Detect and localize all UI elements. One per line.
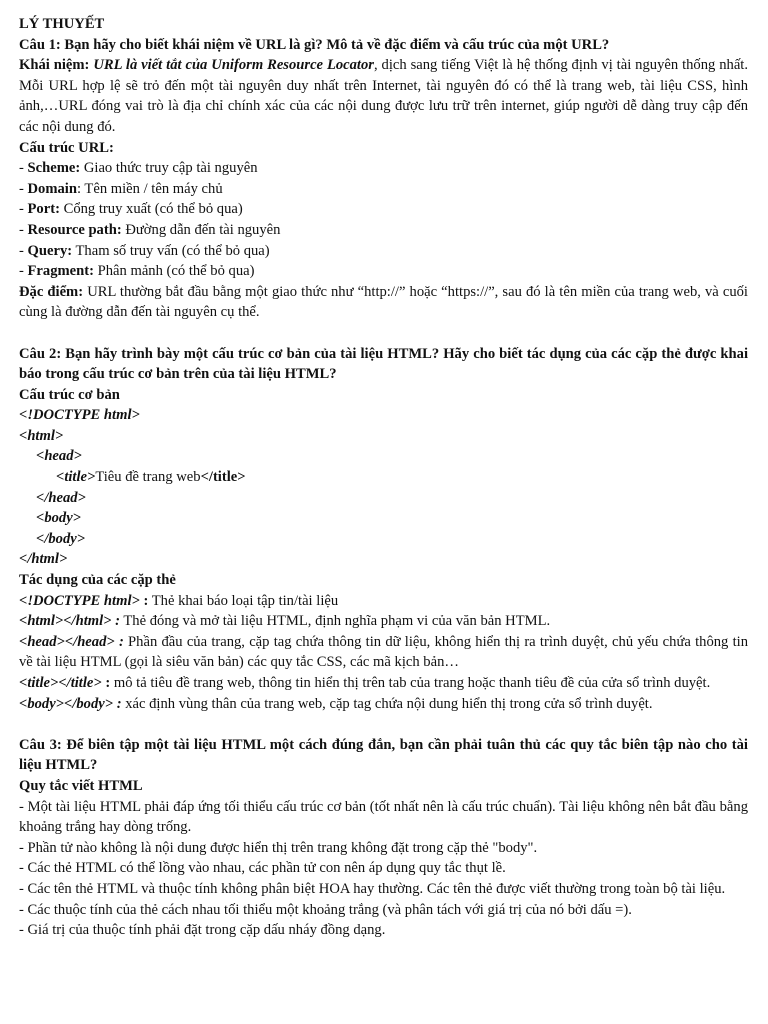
url-structure-item: - Port: Cổng truy xuất (có thể bỏ qua) xyxy=(19,201,243,218)
q1-feature-text: URL thường bắt đầu bằng một giao thức như “http://” hoặc “https://”, sau đó là tên miền của trang web, và cuối cùng là đường dẫn đến tài nguyên cụ thể. xyxy=(19,283,748,321)
q1-concept-label: Khái niệm: xyxy=(19,57,90,74)
rule-item: - Các tên thẻ HTML và thuộc tính không phân biệt HOA hay thường. Các tên thẻ được viết thường trong toàn bộ tài liệu. xyxy=(19,880,726,897)
spacer xyxy=(19,323,748,344)
url-structure-item: - Resource path: Đường dẫn đến tài nguyên xyxy=(19,221,281,238)
url-structure-item: - Scheme: Giao thức truy cập tài nguyên xyxy=(19,160,258,177)
rule-item: - Các thuộc tính của thẻ cách nhau tối thiểu một khoảng trắng (và phân tách với giá trị của nó bởi dấu =). xyxy=(19,901,632,918)
code-line-title: <title>Tiêu đề trang web</title> xyxy=(56,469,246,486)
tag-usage-item: <!DOCTYPE html> : Thẻ khai báo loại tập tin/tài liệu xyxy=(19,592,339,609)
q1-question: Câu 1: Bạn hãy cho biết khái niệm về URL là gì? Mô tả về đặc điểm và cấu trúc của một URL? xyxy=(19,36,610,53)
rule-item: - Một tài liệu HTML phải đáp ứng tối thiểu cấu trúc cơ bản (tốt nhất nên là cấu trúc chuẩn). Tài liệu không nên bắt đầu bằng khoảng trắng hay dòng trống. xyxy=(19,798,748,836)
q3-question: Câu 3: Để biên tập một tài liệu HTML một cách đúng đắn, bạn cần phải tuân thủ các quy tắc biên tập nào cho tài liệu HTML? xyxy=(19,736,748,774)
code-line-html-close: </html> xyxy=(19,551,68,568)
tag-usage-item: <title></title> : mô tả tiêu đề trang web, thông tin hiển thị trên tab của trang hoặc thanh tiêu đề của cửa sổ trình duyệt. xyxy=(19,675,711,691)
code-line-html-open: <html> xyxy=(19,427,64,444)
code-line-head-close: </head> xyxy=(36,489,86,506)
code-line-body-open: <body> xyxy=(36,510,81,527)
url-structure-item: - Fragment: Phân mảnh (có thể bỏ qua) xyxy=(19,263,255,280)
q1-concept-text: , dịch sang tiếng Việt là hệ thống định vị tài nguyên thống nhất. Mỗi URL hợp lệ sẽ trỏ đến một tài nguyên duy nhất trên Internet, tài nguyên đó có thể là trang web, tài liệu CSS, hình ảnh,…URL đóng vai trò là địa chỉ chính xác của các nội dung được lưu trữ trên internet, giúp người dễ dàng truy cập đến các nội dung đó. xyxy=(19,57,748,135)
tag-usage-item: <html></html> : Thẻ đóng và mở tài liệu HTML, định nghĩa phạm vi của văn bản HTML. xyxy=(19,613,551,630)
code-line-doctype: <!DOCTYPE html> xyxy=(19,407,140,424)
code-line-body-close: </body> xyxy=(36,530,86,547)
url-structure-item: - Query: Tham số truy vấn (có thể bỏ qua) xyxy=(19,242,270,259)
q2-basic-heading: Cấu trúc cơ bản xyxy=(19,386,120,403)
q1-feature-label: Đặc điểm: xyxy=(19,283,84,300)
q1-feature xyxy=(19,282,748,323)
q3-rules-heading: Quy tắc viết HTML xyxy=(19,777,143,794)
q1-concept-emphasis: URL là viết tắt của Uniform Resource Locator xyxy=(93,57,374,74)
rule-item: - Các thẻ HTML có thể lồng vào nhau, các phần tử con nên áp dụng quy tắc thụt lề. xyxy=(19,860,506,877)
tag-usage-item: <body></body> : xác định vùng thân của trang web, cặp tag chứa nội dung hiển thị trong cửa sổ trình duyệt. xyxy=(19,695,653,712)
q1-structure-heading: Cấu trúc URL: xyxy=(19,139,114,156)
q2-question: Câu 2: Bạn hãy trình bày một cấu trúc cơ bản của tài liệu HTML? Hãy cho biết tác dụng của các cặp thẻ được khai báo trong cấu trúc cơ bản trên của tài liệu HTML? xyxy=(19,345,748,383)
code-line-head-open: <head> xyxy=(36,448,82,465)
rule-item: - Giá trị của thuộc tính phải đặt trong cặp dấu nháy đồng dạng. xyxy=(19,922,386,939)
q1-concept xyxy=(19,55,748,137)
tag-usage-item: <head></head> : Phần đầu của trang, cặp tag chứa thông tin dữ liệu, không hiển thị ra trình duyệt, chủ yếu chứa thông tin về tài liệu HTML (gọi là siêu văn bản) các quy tắc CSS, các mã kịch bản… xyxy=(19,633,748,671)
document-heading: LÝ THUYẾT xyxy=(19,16,105,32)
q2-usage-heading: Tác dụng của các cặp thẻ xyxy=(19,572,176,589)
rule-item: - Phần tử nào không là nội dung được hiển thị trên trang không đặt trong cặp thẻ "body". xyxy=(19,839,538,856)
spacer xyxy=(19,714,748,735)
url-structure-item: - Domain: Tên miền / tên máy chủ xyxy=(19,180,223,197)
